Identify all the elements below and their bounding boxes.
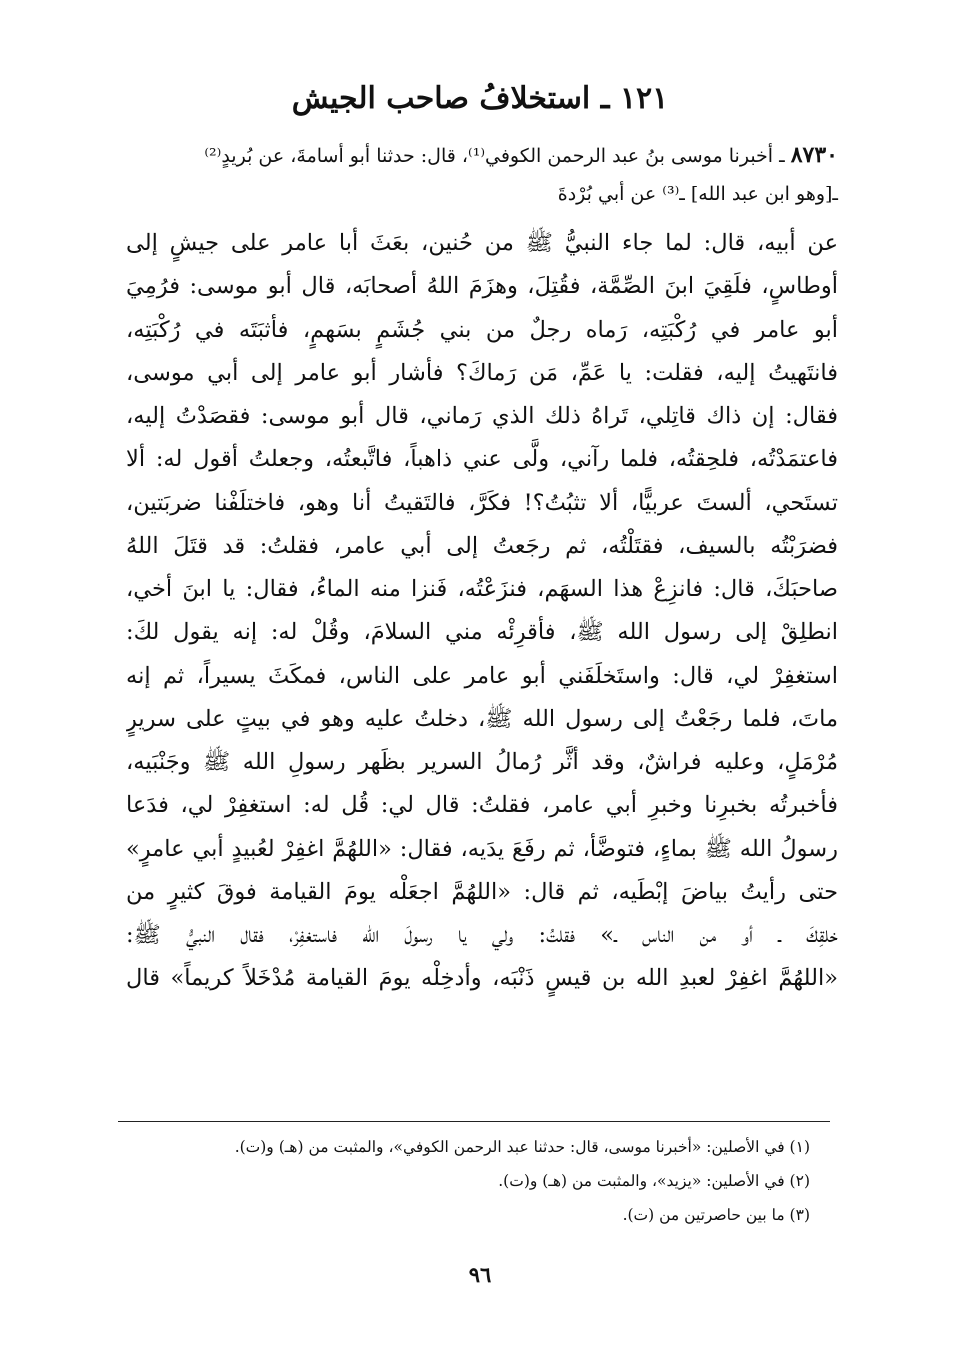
text-line: رسولُ الله ﷺ بماءٍ، فتوضَّأ، ثم رفَعَ يدَيه، فقال: «اللهُمَّ اغفِرْ لعُبيدٍ أبي عامرٍ»	[126, 835, 838, 862]
footnote-divider	[118, 1121, 830, 1122]
text-line: حتى رأيتُ بياضَ إبْطَيه، ثم قال: «اللهُمَّ اجعَلْه يومَ القيامة فوقَ كثيرٍ من	[126, 878, 838, 905]
footnote: (٣) ما بين حاصرتين من (ت).	[622, 1206, 810, 1224]
text-line: عن أبيه، قال: لما جاء النبيُّ ﷺ من حُنين، بعَثَ أبا عامر على جيشٍ إلى	[126, 230, 838, 256]
text-line: «اللهُمَّ اغفِرْ لعبدِ الله بن قيسٍ ذَنْبَه، وأدخِلْه يومَ القيامة مُدْخَلاً كريماً» قال	[126, 965, 838, 992]
chapter-title: ١٢١ ـ استخلافُ صاحب الجيش	[291, 81, 669, 116]
text-line: فقال: إن ذاك قاتِلي، تَراهُ ذلك الذي رَماني، قال أبو موسى: فقصَدْتُ إليه،	[126, 403, 838, 429]
text-line: ماتَ، فلما رجَعْتُ إلى رسول الله ﷺ، دخلتُ عليه وهو في بيتٍ على سريرٍ	[126, 705, 838, 732]
text-line: أوطاسٍ، فلَقِيَ ابنَ الصِّمَّة، فقُتِلَ، وهزَمَ اللهُ أصحابَه، قال أبو موسى: فرُمِيَ	[126, 273, 838, 300]
text-line: خلقِكَ ـ أو من الناس ـ» فقلتُ: ولي يا رسولَ الله فاستغفِرْ، فقال النبيُّ ﷺ:	[126, 922, 838, 948]
hadith-header-line	[126, 136, 838, 175]
text-line: فضرَبْتُه بالسيف، فقتَلْتُه، ثم رجَعتُ إلى أبي عامر، فقلتُ: قد قتَلَ اللهُ	[126, 532, 838, 559]
footnote: (١) في الأصلين: «أخبرنا موسى، قال: حدثنا عبد الرحمن الكوفي»، والمثبت من (هـ) و(ت).	[234, 1138, 810, 1156]
text-line: انطلِقْ إلى رسول الله ﷺ، فأقرِئْه مني السلامَ، وقُلْ له: إنه يقول لكَ:	[126, 619, 838, 646]
text-line: أبو عامر في رُكْبَتِه، رَماه رجلٌ من بني جُشَمٍ بسَهمٍ، فأثبَتَه في رُكْبَتِه،	[126, 316, 838, 343]
text-line: مُرْمَلٍ، وعليه فراشٌ، وقد أثَّر رُمالُ السرير بظَهر رسولِ الله ﷺ وجَنْبَيه،	[126, 749, 838, 775]
text-line: تستَحي، ألستَ عربيًّا، ألا تثبُتُ؟! فكَرَّ، فالتَقيتُ أنا وهو، فاختلَفْنا ضربَتين،	[126, 489, 838, 516]
footnote: (٢) في الأصلين: «يزيد»، والمثبت من (هـ) و(ت).	[498, 1172, 810, 1190]
hadith-body	[126, 222, 838, 1001]
hadith-isnad-text: ـ أخبرنا موسى بنُ عبد الرحمن الكوفي⁽¹⁾، قال: حدثنا أبو أسامةَ، عن بُريدٍ⁽²⁾	[204, 145, 791, 167]
page-number: ٩٦	[468, 1262, 492, 1287]
text-line: استغفِرْ لي، قال: واستَخلَفَني أبو عامر على الناس، فمكَثَ يسيراً، ثم إنه	[126, 662, 838, 689]
hadith-header-line: ـ[وهو ابن عبد الله] ـ⁽³⁾ عن أبي بُرْدةَ	[557, 183, 838, 205]
hadith-number: ٨٧٣٠	[790, 142, 838, 168]
footnotes	[126, 1130, 838, 1232]
hadith-header	[126, 136, 838, 213]
text-line: فانتَهيتُ إليه، فقلت: يا عَمِّ، مَن رَماكَ؟ فأشار أبو عامر إلى أبي موسى،	[126, 359, 838, 386]
text-line: صاحبَكَ، قال: فانزِعْ هذا السهَم، فنزَعْتُه، فَنزا منه الماءُ، فقال: يا ابنَ أخي،	[126, 576, 838, 602]
text-line: فاعتمَدْتُه، فلحِقتُه، فلما رآني، ولَّى عني ذاهباً، فاتَّبعتُه، وجعلتُ أقول له: ألا	[126, 446, 838, 473]
text-line: فأخبرتُه بخبرِنا وخبرِ أبي عامر، فقلتُ: قال لي: قُل له: استغفِرْ لي، فدَعا	[126, 792, 838, 819]
